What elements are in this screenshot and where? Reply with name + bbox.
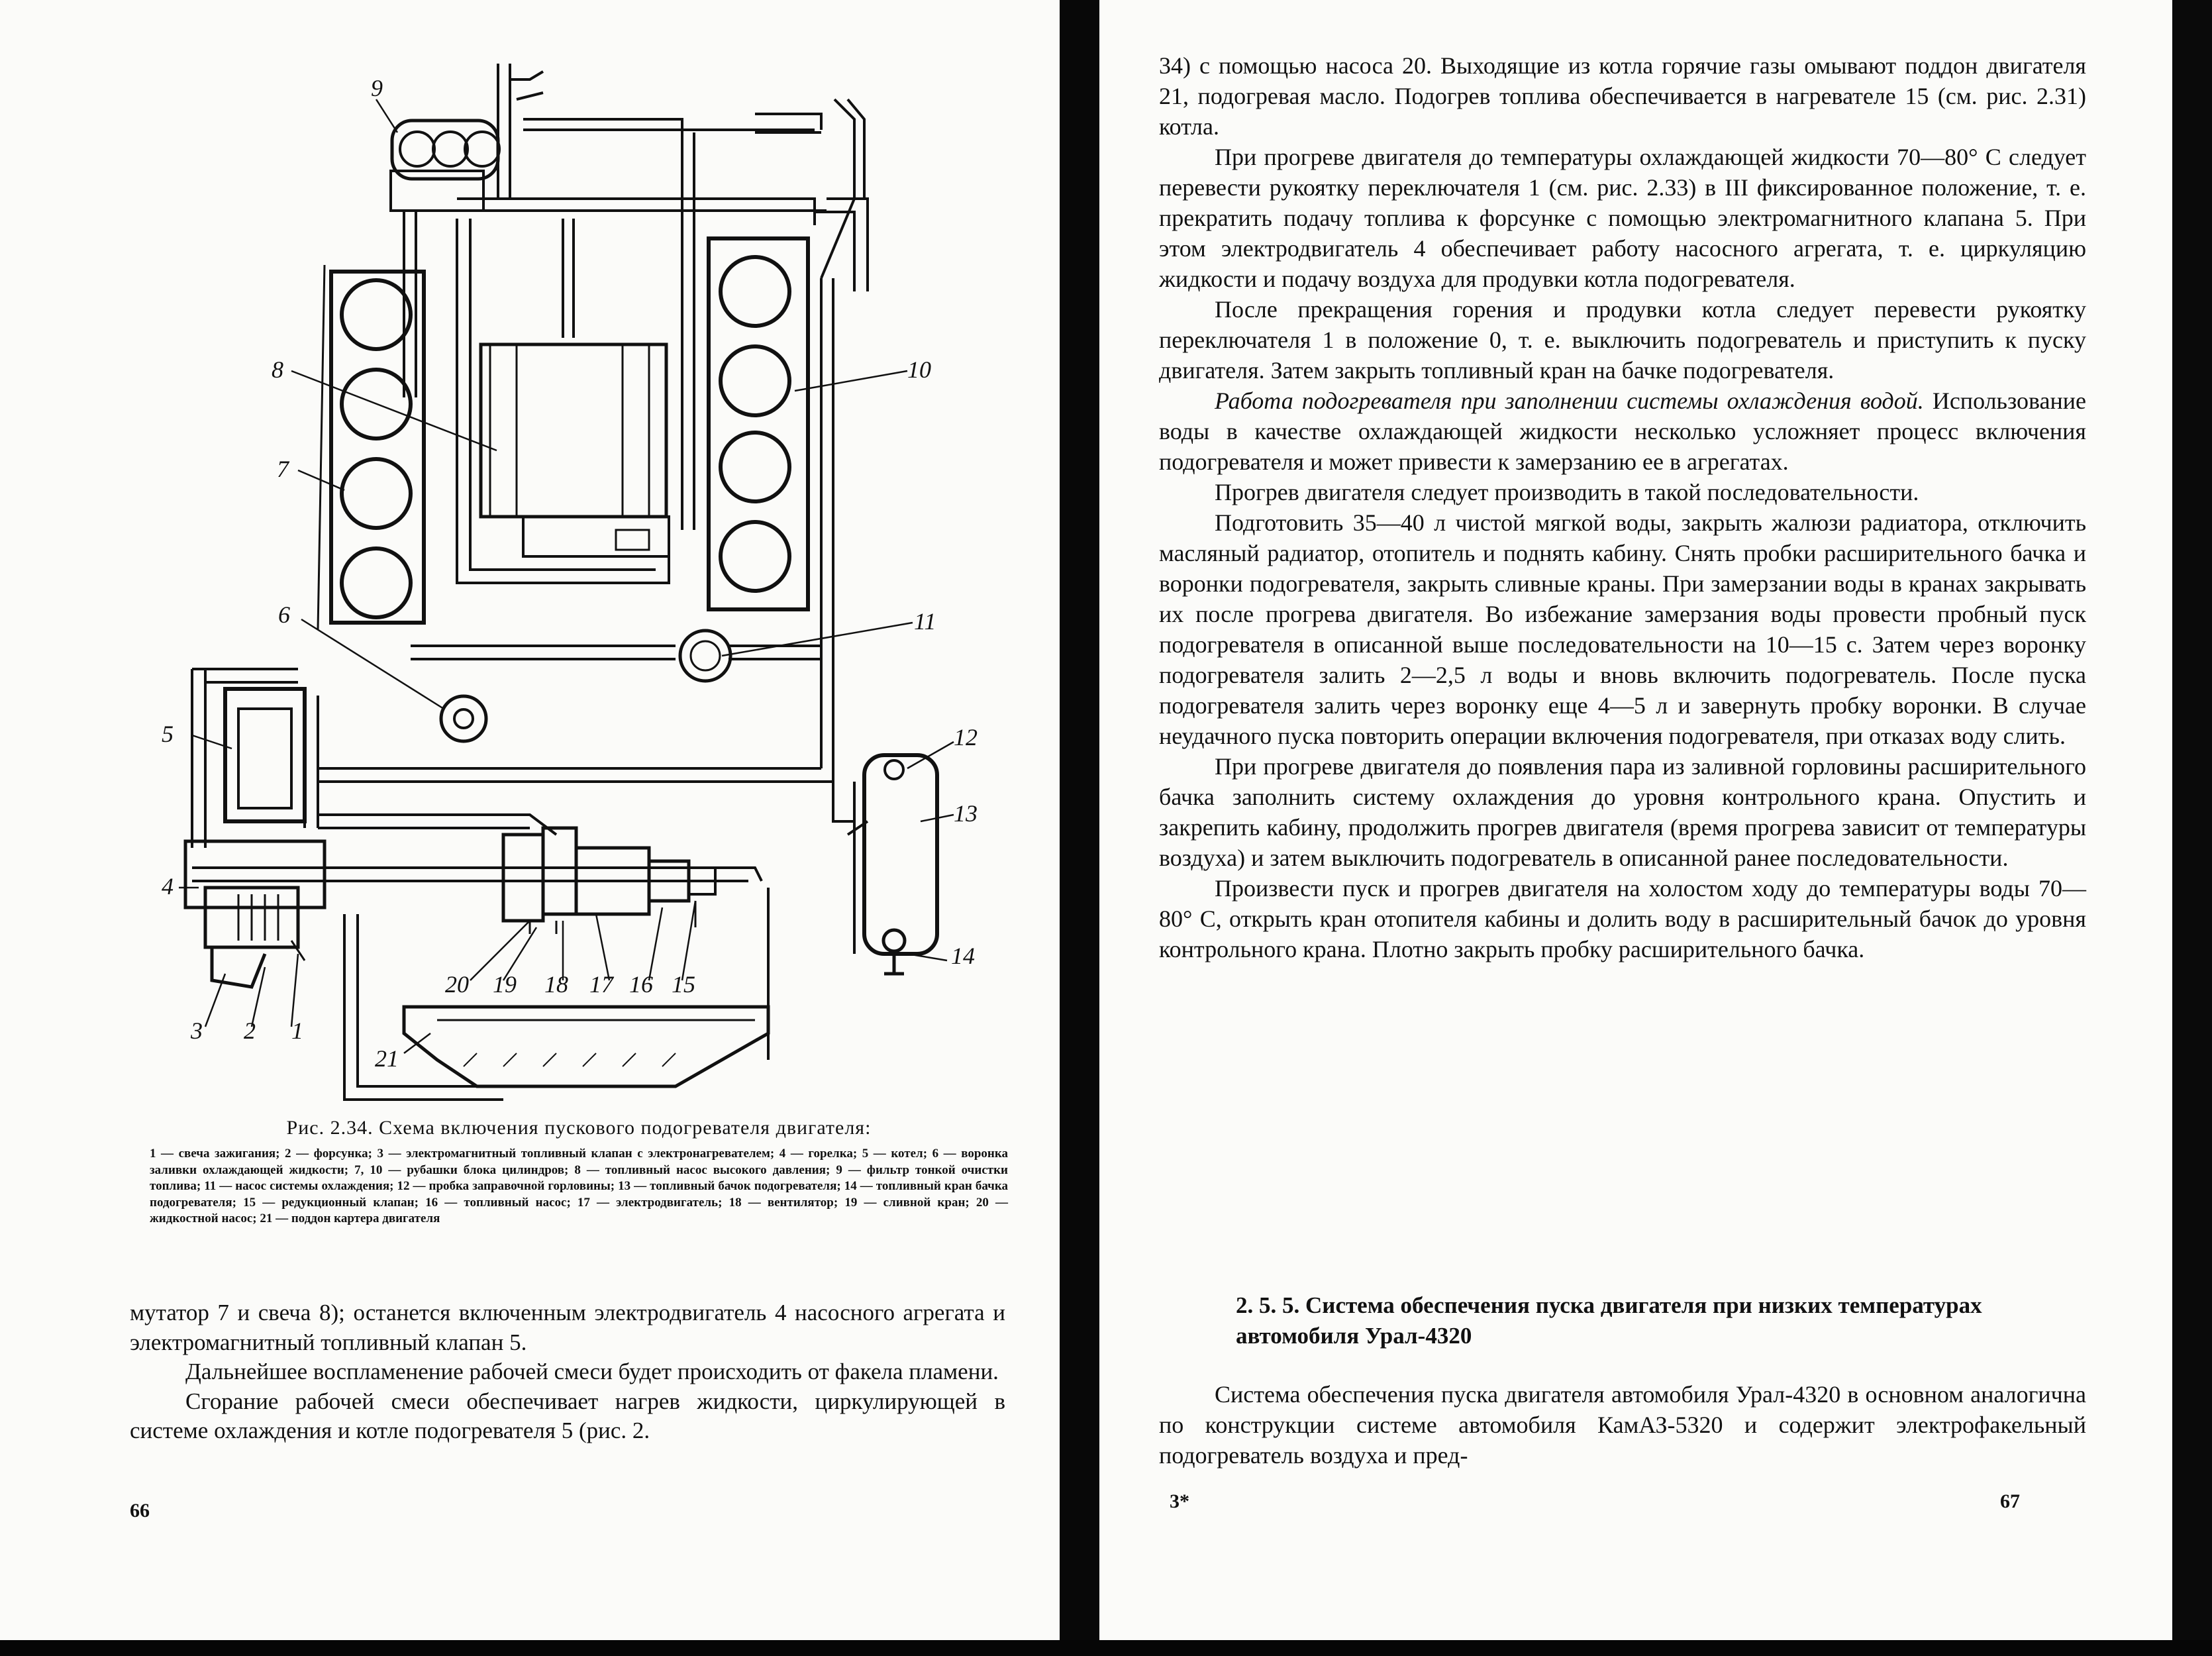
heater-fuel-tank <box>848 755 937 974</box>
figure-label-11: 11 <box>914 608 936 635</box>
paragraph: Сгорание рабочей смеси обеспечивает нагрев жидкости, циркулирующей в системе охлаждения и котле подогревателя 5 (рис. 2. <box>130 1388 1005 1444</box>
figure-label-7: 7 <box>277 456 289 482</box>
page-number: 67 <box>2000 1490 2020 1512</box>
section-heading: 2. 5. 5. Система обеспечения пуска двигателя при низких температурах автомобиля Урал-4320 <box>1236 1292 1982 1349</box>
heater-boiler <box>185 669 325 987</box>
figure-label-17: 17 <box>589 971 613 998</box>
caption-legend: 1 — свеча зажигания; 2 — форсунка; 3 — электромагнитный топливный клапан с электронагревателем; 4 — горелка; 5 — котел; 6 — воронка заливки охлаждающей жидкости; 7, 10 — рубашки блока цилиндров; 8 — топливный насос высокого давления; 9 — фильтр тонкой очистки топлива; 11 — насос системы охлаждения; 12 — пробка заправочной горловины; 13 — топливный бачок подогревателя; 14 — топливный кран бачка подогревателя; 15 — редукционный клапан; 16 — топливный насос; 17 — электродвигатель; 18 — вентилятор; 19 — сливной кран; 20 — жидкостной насос; 21 — поддон картера двигателя <box>150 1147 1008 1225</box>
figure-label-16: 16 <box>629 971 653 998</box>
paragraph: 34) с помощью насоса 20. Выходящие из котла горячие газы омывают поддон двигателя 21, подогревая масло. Подогрев топлива обеспечивается в нагревателе 15 (см. рис. 2.31) котла. <box>1159 52 2086 140</box>
figure-label-6: 6 <box>278 601 290 628</box>
caption-title: Рис. 2.34. Схема включения пускового подогревателя двигателя: <box>286 1117 872 1139</box>
figure-label-10: 10 <box>907 356 931 383</box>
figure-label-3: 3 <box>191 1017 203 1044</box>
figure-label-12: 12 <box>954 724 978 750</box>
figure-caption <box>150 1117 1008 1227</box>
figure-label-2: 2 <box>244 1017 256 1044</box>
paragraph <box>1159 386 2086 477</box>
paragraph-rest: Использование воды в качестве охлаждающей жидкости несколько усложняет процесс включения подогревателя и может привести к замерзанию ее в агрегатах. <box>1159 388 2086 475</box>
scan-edge <box>2172 0 2212 1656</box>
cylinder-jacket-left <box>318 265 424 629</box>
book-spine <box>1060 0 1099 1656</box>
section-body <box>1159 1379 2086 1471</box>
left-body-text <box>130 1298 1005 1446</box>
page-number: 66 <box>130 1500 150 1522</box>
figure-label-20: 20 <box>445 971 469 998</box>
figure-label-19: 19 <box>493 971 517 998</box>
heater-scheme-figure <box>0 0 1060 1113</box>
paragraph: Система обеспечения пуска двигателя автомобиля Урал-4320 в основном аналогична по конструкции системе автомобиля КамАЗ-5320 и содержит электрофакельный подогреватель воздуха и пред- <box>1159 1381 2086 1469</box>
figure-label-8: 8 <box>272 356 283 383</box>
right-page <box>1099 0 2212 1656</box>
paragraph: Дальнейшее воспламенение рабочей смеси будет происходить от факела пламени. <box>185 1359 999 1385</box>
cylinder-jacket-right <box>709 238 833 768</box>
paragraph: Подготовить 35—40 л чистой мягкой воды, закрыть жалюзи радиатора, отключить масляный радиатор, отопитель и поднять кабину. Снять пробки расширительного бачка и воронки подогревателя, закрыть сливные краны. При замерзании воды в кранах закрывать их после прогрева двигателя. Во избежание замерзания воды провести пробный пуск подогревателя в описанной выше последовательности на 10—15 с. Затем через воронку подогревателя залить 2—2,5 л воды и вновь включить подогреватель. После пуска подогревателя залить через воронку еще 4—5 л и завернуть пробку воронки. В случае неудачного пуска повторить операции включения подогревателя, при отказах воду слить. <box>1159 509 2086 749</box>
figure-label-15: 15 <box>672 971 695 998</box>
paragraph: При прогреве двигателя до появления пара из заливной горловины расширительного бачка заполнить систему охлаждения до уровня контрольного крана. Опустить и закрепить кабину, продолжить прогрев двигателя (время прогрева зависит от температуры воздуха) и затем выключить подогреватель в описанной ранее последовательности. <box>1159 753 2086 871</box>
scan-bottom-edge <box>0 1640 2212 1656</box>
fuel-filter <box>391 121 499 211</box>
signature-mark: 3* <box>1170 1490 1189 1512</box>
paragraph: После прекращения горения и продувки котла следует перевести рукоятку переключателя 1 в положение 0, т. е. выключить подогреватель и приступить к пуску двигателя. Затем закрыть топливный кран на бачке подогревателя. <box>1159 296 2086 384</box>
figure-label-18: 18 <box>544 971 568 998</box>
coolant-pump <box>411 631 821 681</box>
paragraph: Прогрев двигателя следует производить в такой последовательности. <box>1215 479 1919 505</box>
figure-label-4: 4 <box>162 873 174 900</box>
left-page <box>0 0 1060 1656</box>
filler-funnel <box>441 696 486 741</box>
figure-label-14: 14 <box>951 943 975 969</box>
figure-label-5: 5 <box>162 721 174 747</box>
italic-lead: Работа подогревателя при заполнении системы охлаждения водой. <box>1215 388 1924 414</box>
paragraph: Произвести пуск и прогрев двигателя на холостом ходу до температуры воды 70—80° С, открыть кран отопителя кабины и долить воду в расширительный бачок до уровня контрольного крана. Плотно закрыть пробку расширительного бачка. <box>1159 875 2086 962</box>
paragraph: мутатор 7 и свеча 8); останется включенным электродвигатель 4 насосного агрегата и электромагнитный топливный клапан 5. <box>130 1300 1005 1355</box>
paragraph: При прогреве двигателя до температуры охлаждающей жидкости 70—80° С следует перевести рукоятку переключателя 1 (см. рис. 2.33) в III фиксированное положение, т. е. прекратить подачу топлива к форсунке с помощью электромагнитного клапана 5. При этом электродвигатель 4 обеспечивает работу насосного агрегата, т. е. циркуляцию жидкости и подачу воздуха для продувки котла подогревателя. <box>1159 144 2086 292</box>
figure-label-1: 1 <box>291 1017 303 1044</box>
oil-pan <box>404 1007 768 1086</box>
figure-label-21: 21 <box>375 1045 399 1072</box>
figure-label-13: 13 <box>954 800 978 827</box>
figure-label-9: 9 <box>371 75 383 101</box>
right-body-text <box>1159 50 2086 964</box>
pipes-bottom <box>192 768 854 1100</box>
